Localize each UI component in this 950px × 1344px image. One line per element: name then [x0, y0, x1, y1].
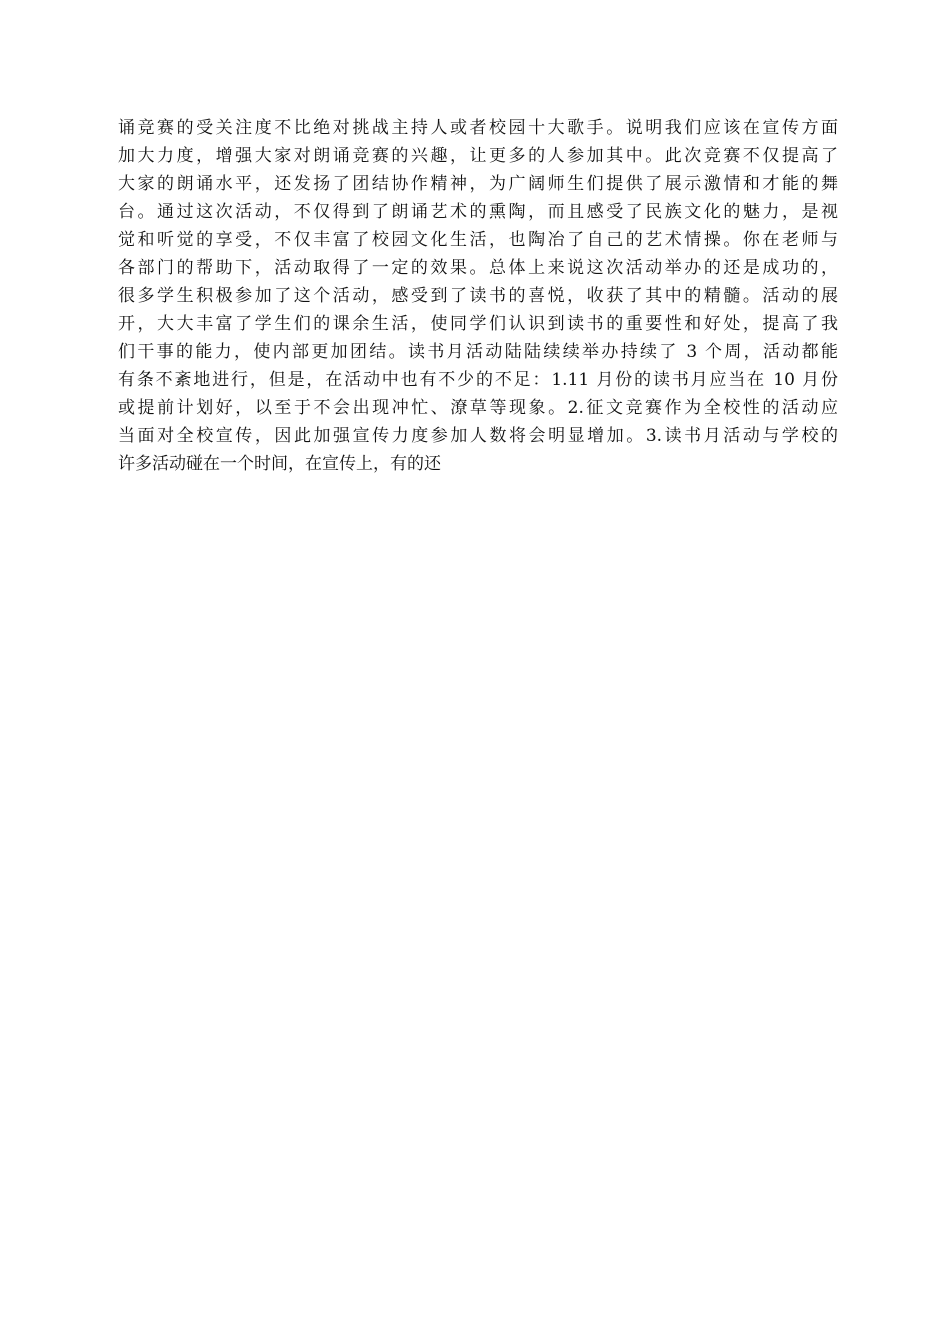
text-line: 当面对全校宣传，因此加强宣传力度参加人数将会明显增加。3.读书月活动与学校的 — [118, 426, 838, 446]
text-line: 们干事的能力，使内部更加团结。读书月活动陆陆续续举办持续了 3 个周，活动都能 — [118, 342, 838, 362]
text-line: 大家的朗诵水平，还发扬了团结协作精神，为广阔师生们提供了展示激情和才能的舞 — [118, 174, 838, 194]
text-line: 很多学生积极参加了这个活动，感受到了读书的喜悦，收获了其中的精髓。活动的展 — [118, 286, 838, 306]
text-line: 诵竞赛的受关注度不比绝对挑战主持人或者校园十大歌手。说明我们应该在宣传方面 — [118, 118, 838, 138]
text-line: 觉和听觉的享受，不仅丰富了校园文化生活，也陶冶了自己的艺术情操。你在老师与 — [118, 230, 838, 250]
text-line: 或提前计划好，以至于不会出现冲忙、潦草等现象。2.征文竞赛作为全校性的活动应 — [118, 398, 838, 418]
text-line: 各部门的帮助下，活动取得了一定的效果。总体上来说这次活动举办的还是成功的， — [118, 258, 838, 278]
text-line: 加大力度，增强大家对朗诵竞赛的兴趣，让更多的人参加其中。此次竞赛不仅提高了 — [118, 146, 838, 166]
text-line: 许多活动碰在一个时间，在宣传上，有的还 — [118, 454, 441, 474]
text-line: 有条不紊地进行，但是，在活动中也有不少的不足：1.11 月份的读书月应当在 10 月份 — [118, 370, 838, 390]
body-paragraph — [118, 114, 838, 478]
text-line: 台。通过这次活动，不仅得到了朗诵艺术的熏陶，而且感受了民族文化的魅力，是视 — [118, 202, 838, 222]
text-line: 开，大大丰富了学生们的课余生活，使同学们认识到读书的重要性和好处，提高了我 — [118, 314, 838, 334]
